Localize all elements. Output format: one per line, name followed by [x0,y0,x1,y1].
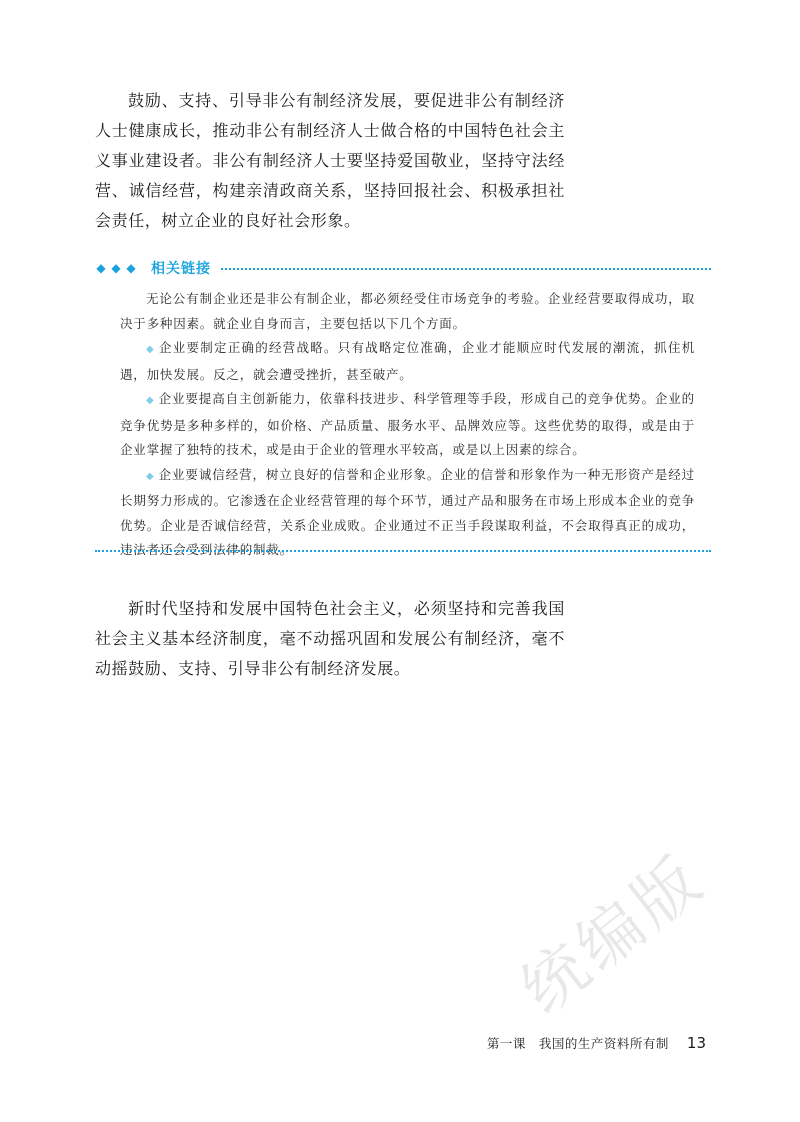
watermark: 统编版 [508,840,720,1029]
page-footer [487,1034,706,1052]
bullet-diamond-icon: ◆ [146,395,155,406]
related-link-header [95,256,711,280]
bullet-diamond-icon: ◆ [146,344,155,355]
chapter-title: 第一课 我国的生产资料所有制 [486,1036,669,1051]
page-number: 13 [686,1034,706,1052]
dotted-divider-bottom [95,550,711,552]
related-link-title: 相关链接 [151,261,211,277]
body-paragraph-1: 鼓励、支持、引导非公有制经济发展，要促进非公有制经济人士健康成长，推动非公有制经济人士做合格的中国特色社会主义事业建设者。非公有制经济人士要坚持爱国敬业，坚持守法经营、诚信经营，构建亲清政商关系，坚持回报社会、积极承担社会责任，树立企业的良好社会形象。 [95,91,565,230]
related-link-box [95,256,711,556]
diamond-icons [95,262,137,274]
diamond-icon: ◆ [126,261,136,275]
body-paragraph-2: 新时代坚持和发展中国特色社会主义，必须坚持和完善我国社会主义基本经济制度，毫不动摇巩固和发展公有制经济，毫不动摇鼓励、支持、引导非公有制经济发展。 [95,599,565,678]
list-item-text: 企业要诚信经营，树立良好的信誉和企业形象。企业的信誉和形象作为一种无形资产是经过长期努力形成的。它渗透在企业经营管理的每个环节，通过产品和服务在市场上形成本企业的竞争优势。企业是否诚信经营，关系企业成败。企业通过不正当手段谋取利益，不会取得真正的成功，违法者还会受到法律的制裁。 [120,466,695,557]
bullet-diamond-icon: ◆ [146,470,155,482]
list-item [120,336,695,387]
list-item-text: 企业要制定正确的经营战略。只有战略定位准确，企业才能顺应时代发展的潮流，抓住机遇，加快发展。反之，就会遭受挫折，甚至破产。 [120,340,695,382]
dotted-divider [221,268,711,270]
diamond-icon: ◆ [111,261,121,275]
diamond-icon: ◆ [96,261,106,275]
related-link-intro: 无论公有制企业还是非公有制企业，都必须经受住市场竞争的考验。企业经营要取得成功，取决于多种因素。就企业自身而言，主要包括以下几个方面。 [120,291,695,331]
list-item [120,387,695,463]
list-item-text: 企业要提高自主创新能力，依靠科技进步、科学管理等手段，形成自己的竞争优势。企业的竞争优势是多种多样的，如价格、产品质量、服务水平、品牌效应等。这些优势的取得，或是由于企业掌握了独特的技术，或是由于企业的管理水平较高，或是以上因素的综合。 [120,391,695,457]
related-link-body [120,287,695,563]
list-item [120,463,695,563]
